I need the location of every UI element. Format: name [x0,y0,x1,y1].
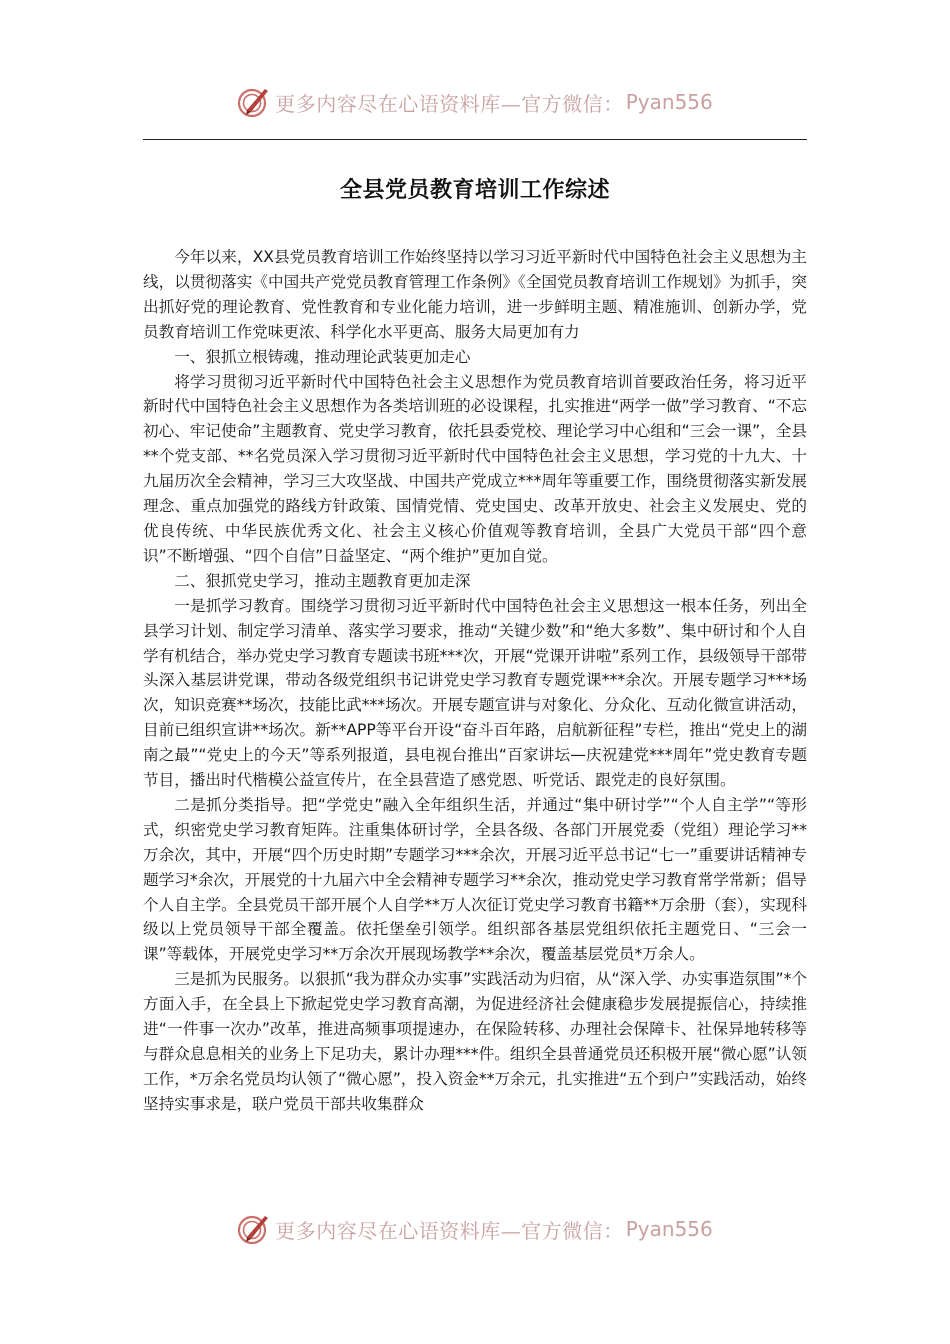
watermark-text: 更多内容尽在心语资料库—官方微信： [275,1218,624,1243]
section-heading-2: 二、狠抓党史学习，推动主题教育更加走深 [174,571,471,590]
section-2-paragraph-guidance: 二是抓分类指导。把“学党史”融入全年组织生活，并通过“集中研讨学”“个人自主学”“等形式，织密党史学习教育矩阵。注重集体研讨学，全县各级、各部门开展党委（党组）理论学习**万余次，其中，开展“四个历史时期”专题学习***余次，开展习近平总书记“七一”重要讲话精神专题学习*余次，开展党的十九届六中全会精神专题学习**余次，推动党史学习教育常学常新；倡导个人自主学。全县党员干部开展个人自学**万人次征订党史学习教育书籍**万余册（套），实现科级以上党员领导干部全覆盖。依托堡垒引领学。组织部各基层党组织依托主题党日、“三会一课”等载体，开展党史学习**万余次开展现场教学**余次，覆盖基层党员*万余人。 [143,795,807,964]
document-body [143,245,807,1117]
section-heading-1: 一、狠抓立根铸魂，推动理论武装更加走心 [174,347,471,366]
watermark-banner-bottom [0,1209,950,1249]
section-2-paragraph-service: 三是抓为民服务。以狠抓“我为群众办实事”实践活动为归宿，从“深入学、办实事造氛围”*个方面入手，在全县上下掀起党史学习教育高潮，为促进经济社会健康稳步发展提振信心，持续推进“一件事一次办”改革，推进高频事项提速办，在保险转移、办理社会保障卡、社保异地转移等与群众息息相关的业务上下足功夫，累计办理***件。组织全县普通党员还积极开展“微心愿”认领工作，*万余名党员均认领了“微心愿”，投入资金**万余元，扎实推进“五个到户”实践活动，始终坚持实事求是，联户党员干部共收集群众 [143,970,807,1113]
watermark-text: 更多内容尽在心语资料库—官方微信： [275,91,624,116]
pen-logo-icon [237,1212,271,1246]
pen-logo-icon [237,85,271,119]
section-2-paragraph-study: 一是抓学习教育。围绕学习贯彻习近平新时代中国特色社会主义思想这一根本任务，列出全县学习计划、制定学习清单、落实学习要求，推动“关键少数”和“绝大多数”、集中研讨和个人自学有机结合，举办党史学习教育专题读书班***次，开展“党课开讲啦”系列工作，县级领导干部带头深入基层讲党课，带动各级党组织书记讲党史学习教育专题党课***余次。开展专题学习***场次，知识竞赛**场次，技能比武***场次。开展专题宣讲与对象化、分众化、互动化微宣讲活动，目前已组织宣讲**场次。新**APP等平台开设“奋斗百年路，启航新征程”专栏，推出“党史上的湖南之最”“党史上的今天”等系列报道，县电视台推出“百家讲坛—庆祝建党***周年”党史教育专题节目，播出时代楷模公益宣传片，在全县营造了感党恩、听党话、跟党走的良好氛围。 [143,596,807,790]
document-title: 全县党员教育培训工作综述 [339,177,610,203]
watermark-wechat-id: Pyan556 [625,1217,713,1241]
watermark-banner-top [0,82,950,122]
intro-paragraph: 今年以来，XX县党员教育培训工作始终坚持以学习习近平新时代中国特色社会主义思想为主线，以贯彻落实《中国共产党党员教育管理工作条例》《全国党员教育培训工作规划》为抓手，突出抓好党的理论教育、党性教育和专业化能力培训，进一步鲜明主题、精准施训、创新办学，党员教育培训工作党味更浓、科学化水平更高、服务大局更加有力 [143,248,807,341]
watermark-wechat-id: Pyan556 [625,90,713,114]
section-1-paragraph: 将学习贯彻习近平新时代中国特色社会主义思想作为党员教育培训首要政治任务，将习近平新时代中国特色社会主义思想作为各类培训班的必设课程，扎实推进“两学一做”学习教育、“不忘初心、牢记使命”主题教育、党史学习教育，依托县委党校、理论学习中心组和“三会一课”，全县**个党支部、**名党员深入学习贯彻习近平新时代中国特色社会主义思想，学习党的十九大、十九届历次全会精神，学习三大攻坚战、中国共产党成立***周年等重要工作，围绕贯彻落实新发展理念、重点加强党的路线方针政策、国情党情、党史国史、改革开放史、社会主义发展史、党的优良传统、中华民族优秀文化、社会主义核心价值观等教育培训，全县广大党员干部“四个意识”不断增强、“四个自信”日益坚定、“两个维护”更加自觉。 [143,372,807,565]
header-divider [143,139,807,140]
